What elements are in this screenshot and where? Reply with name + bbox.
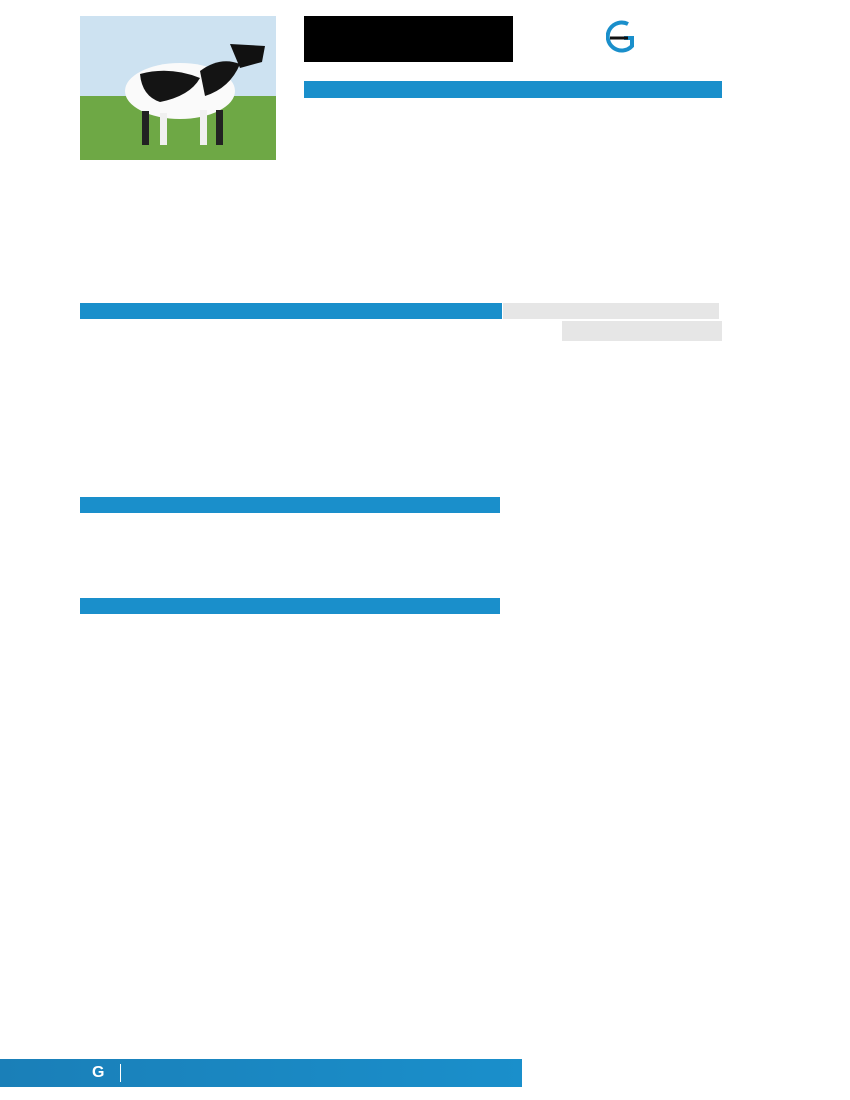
production-title: [80, 303, 502, 319]
footer-bar: [0, 1059, 522, 1087]
genesis-genetics-logo: [606, 20, 716, 56]
calving-title: [80, 497, 500, 513]
tpi-box: [562, 321, 722, 341]
bull-name: [304, 16, 513, 62]
footer-divider: [120, 1064, 121, 1082]
bull-photo: [80, 16, 276, 160]
genesis-g-icon: G: [92, 1064, 105, 1081]
merit-neto: [503, 303, 719, 319]
conformation-title: [80, 598, 500, 614]
pedigree-header: [304, 81, 722, 98]
